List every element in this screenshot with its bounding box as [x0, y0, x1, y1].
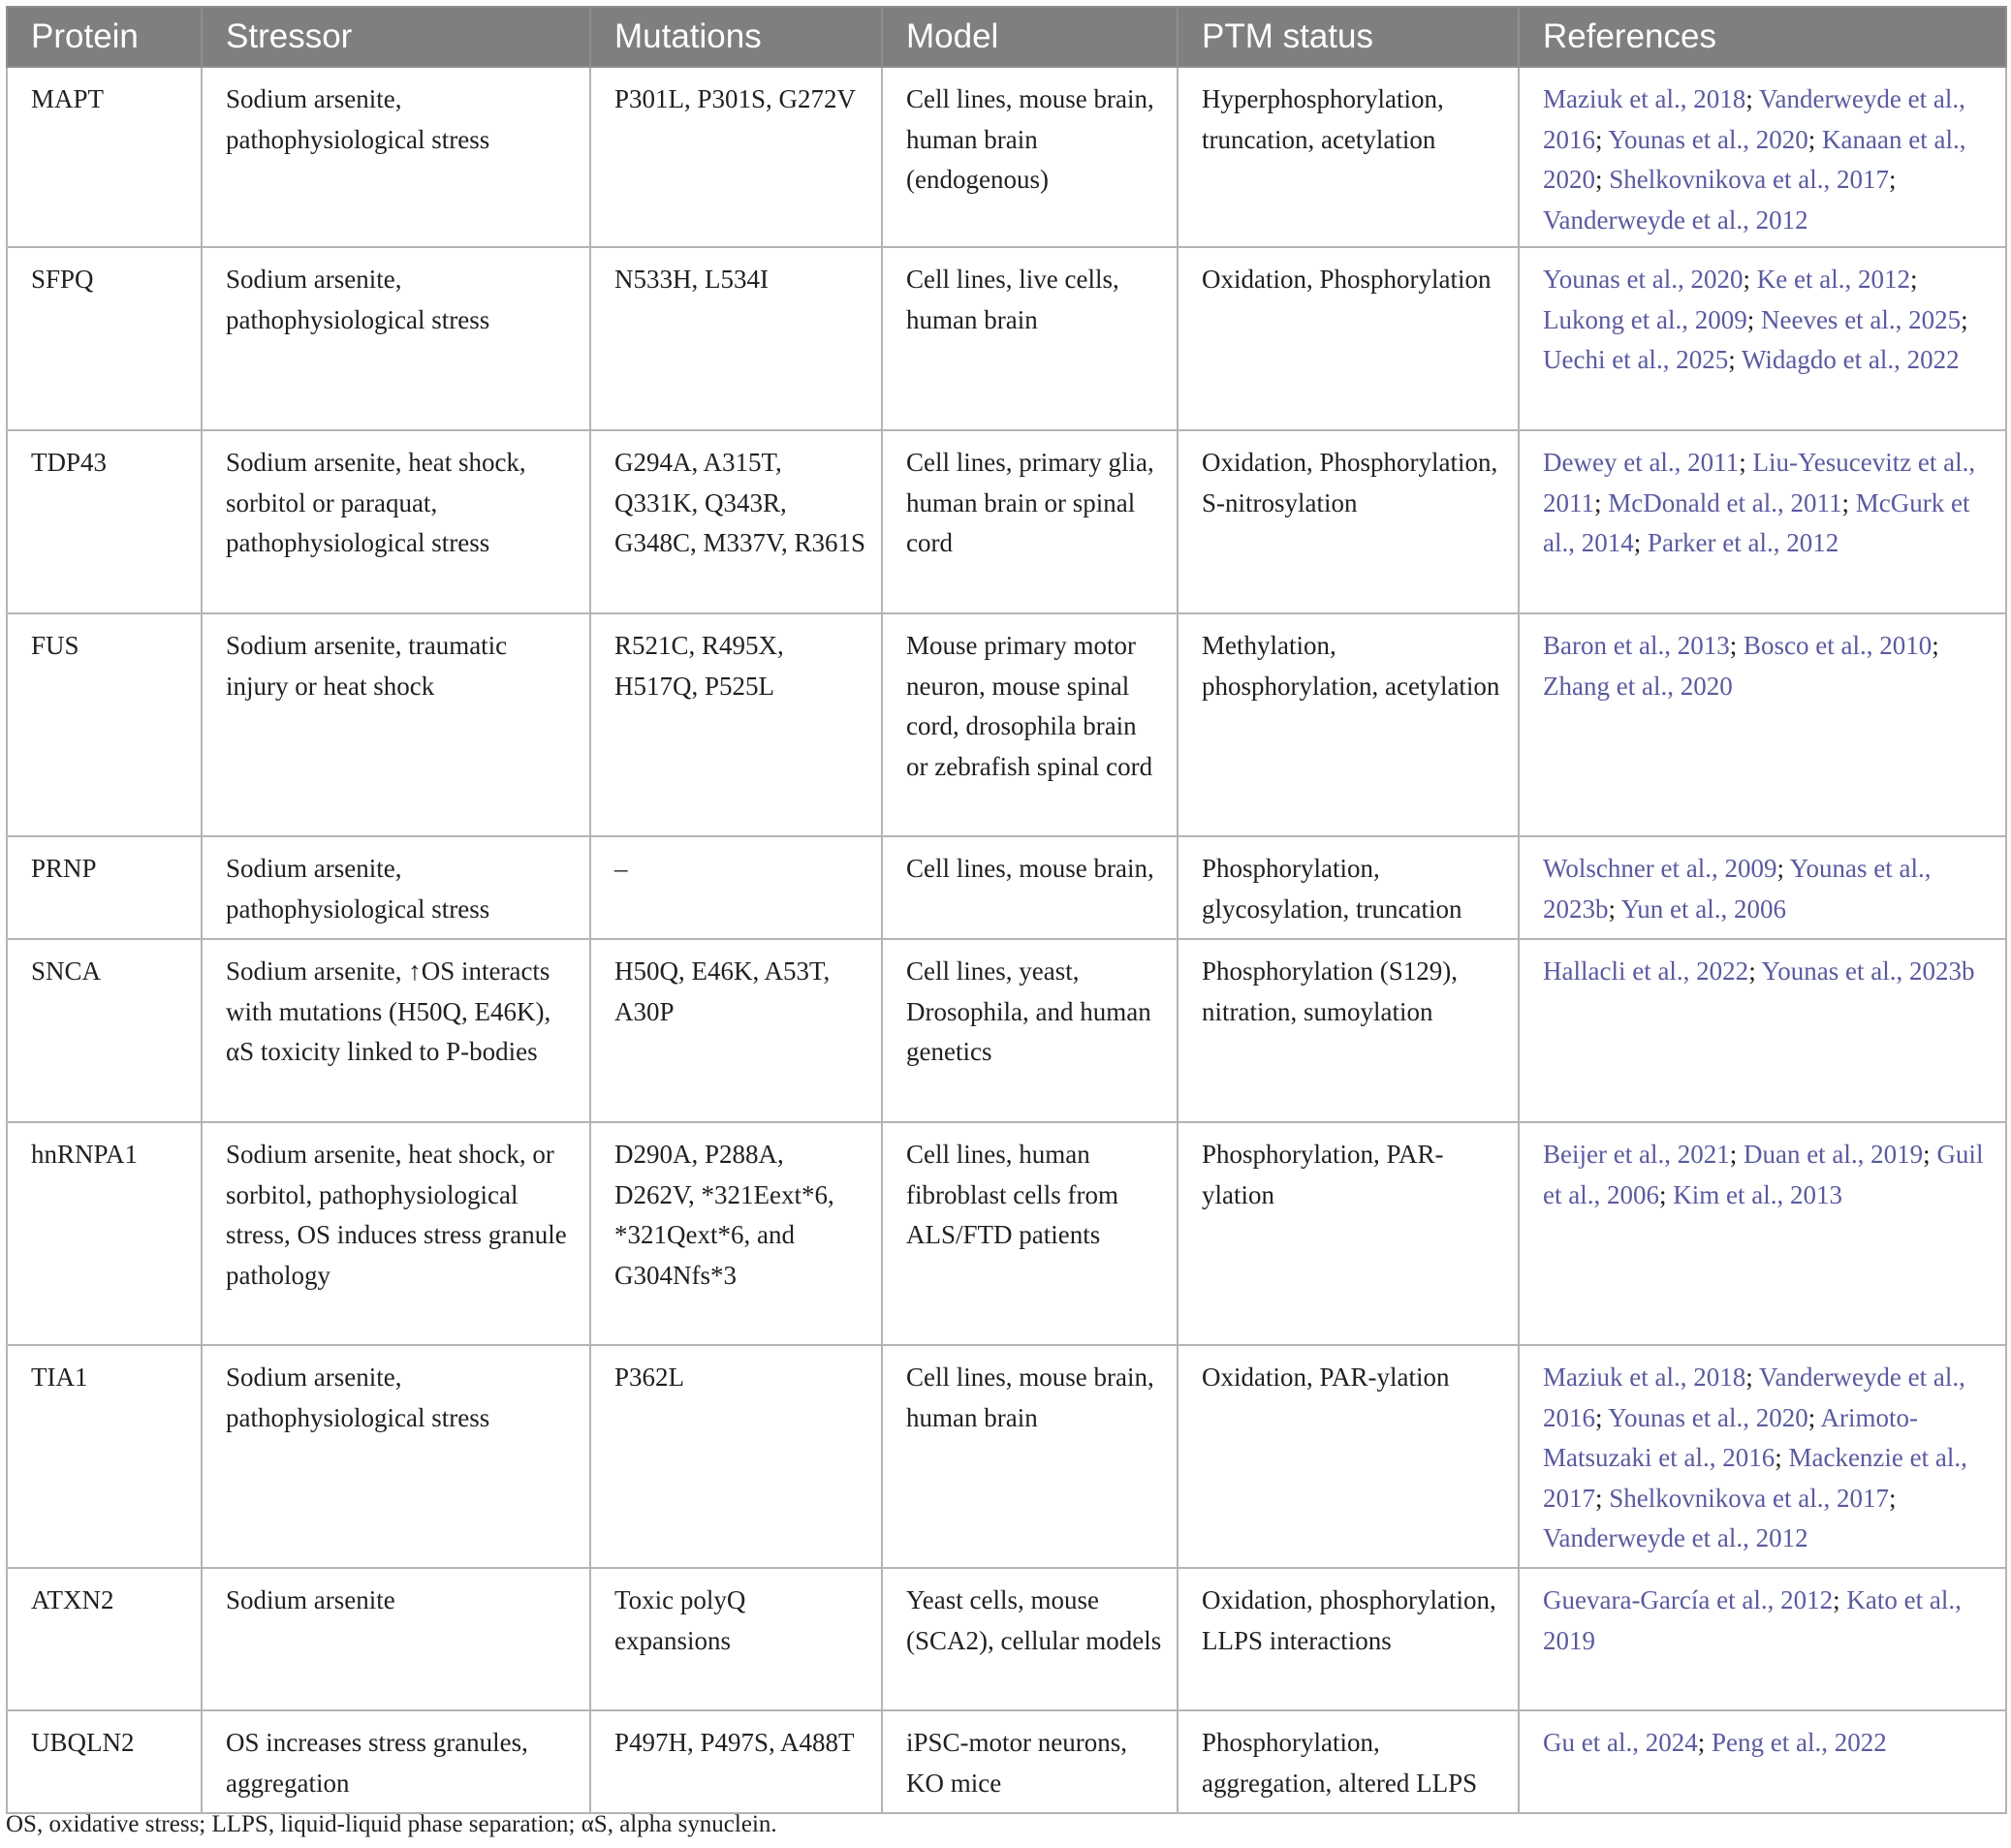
cell-stressor: Sodium arsenite, heat shock, or sorbitol, pathophysiological stress, OS induces stress granule pathology	[202, 1122, 590, 1345]
cell-stressor: Sodium arsenite, pathophysiological stress	[202, 836, 590, 939]
reference-link[interactable]: Vanderweyde et al., 2012	[1543, 1523, 1808, 1552]
cell-stressor: OS increases stress granules, aggregation	[202, 1710, 590, 1813]
reference-separator: ;	[1633, 528, 1649, 557]
cell-ptm-status: Methylation, phosphorylation, acetylation	[1178, 613, 1519, 836]
reference-link[interactable]: Younas et al., 2020	[1608, 124, 1808, 154]
cell-protein: FUS	[7, 613, 202, 836]
reference-link[interactable]: Younas et al., 2023b	[1543, 854, 1932, 924]
cell-model: Cell lines, mouse brain, human brain (endogenous)	[882, 67, 1178, 247]
header-references: References	[1519, 7, 2006, 67]
cell-mutations: R521C, R495X, H517Q, P525L	[590, 613, 882, 836]
reference-separator: ;	[1807, 124, 1823, 154]
cell-protein: UBQLN2	[7, 1710, 202, 1813]
reference-separator: ;	[1745, 84, 1759, 113]
reference-link[interactable]: Dewey et al., 2011	[1543, 448, 1740, 477]
reference-separator: ;	[1923, 1140, 1937, 1169]
table-row	[7, 1710, 2006, 1813]
cell-mutations: P362L	[590, 1345, 882, 1568]
cell-mutations: G294A, A315T, Q331K, Q343R, G348C, M337V, R361S	[590, 430, 882, 613]
reference-link[interactable]: Widagdo et al., 2022	[1741, 345, 1960, 374]
header-model: Model	[882, 7, 1178, 67]
reference-link[interactable]: Vanderweyde et al., 2016	[1543, 1363, 1965, 1432]
cell-ptm-status: Oxidation, PAR-ylation	[1178, 1345, 1519, 1568]
reference-link[interactable]: Younas et al., 2023b	[1761, 956, 1975, 986]
cell-references	[1519, 1710, 2006, 1813]
reference-link[interactable]: Baron et al., 2013	[1543, 631, 1730, 660]
reference-link[interactable]: Wolschner et al., 2009	[1543, 854, 1777, 883]
reference-separator: ;	[1748, 956, 1762, 986]
reference-separator: ;	[1594, 487, 1609, 517]
cell-references	[1519, 1568, 2006, 1710]
reference-link[interactable]: Hallacli et al., 2022	[1543, 956, 1749, 986]
reference-link[interactable]: Younas et al., 2020	[1608, 1402, 1808, 1432]
reference-link[interactable]: Guevara-García et al., 2012	[1543, 1585, 1834, 1614]
header-stressor: Stressor	[202, 7, 590, 67]
cell-stressor: Sodium arsenite	[202, 1568, 590, 1710]
cell-protein: SNCA	[7, 939, 202, 1122]
reference-separator: ;	[1595, 165, 1610, 194]
reference-separator: ;	[1833, 1585, 1847, 1614]
reference-separator: ;	[1888, 165, 1897, 194]
table-row	[7, 430, 2006, 613]
cell-model: iPSC-motor neurons, KO mice	[882, 1710, 1178, 1813]
table-row	[7, 836, 2006, 939]
reference-link[interactable]: Liu-Yesucevitz et al., 2011	[1543, 448, 1976, 517]
cell-ptm-status: Oxidation, Phosphorylation	[1178, 247, 1519, 430]
reference-link[interactable]: Vanderweyde et al., 2016	[1543, 84, 1965, 154]
cell-mutations: H50Q, E46K, A53T, A30P	[590, 939, 882, 1122]
reference-link[interactable]: Ke et al., 2012	[1756, 265, 1910, 294]
reference-link[interactable]: Parker et al., 2012	[1648, 528, 1839, 557]
cell-protein: ATXN2	[7, 1568, 202, 1710]
reference-separator: ;	[1728, 345, 1742, 374]
reference-link[interactable]: Lukong et al., 2009	[1543, 304, 1747, 334]
protein-stress-table	[6, 6, 2007, 1814]
cell-ptm-status: Phosphorylation, aggregation, altered LLPS	[1178, 1710, 1519, 1813]
cell-model: Yeast cells, mouse (SCA2), cellular models	[882, 1568, 1178, 1710]
cell-model: Cell lines, human fibroblast cells from ALS/FTD patients	[882, 1122, 1178, 1345]
reference-link[interactable]: Bosco et al., 2010	[1743, 631, 1932, 660]
cell-ptm-status: Hyperphosphorylation, truncation, acetylation	[1178, 67, 1519, 247]
reference-separator: ;	[1909, 265, 1918, 294]
reference-link[interactable]: Gu et al., 2024	[1543, 1728, 1698, 1757]
table-row	[7, 613, 2006, 836]
reference-link[interactable]: Kanaan et al., 2020	[1543, 124, 1966, 194]
reference-link[interactable]: Vanderweyde et al., 2012	[1543, 204, 1808, 235]
reference-separator: ;	[1776, 854, 1790, 883]
reference-link[interactable]: Yun et al., 2006	[1620, 893, 1786, 924]
reference-link[interactable]: Shelkovnikova et al., 2017	[1609, 1483, 1889, 1513]
table-row	[7, 939, 2006, 1122]
cell-mutations: Toxic polyQ expansions	[590, 1568, 882, 1710]
reference-separator: ;	[1961, 304, 1968, 334]
reference-link[interactable]: Kato et al., 2019	[1543, 1585, 1962, 1655]
reference-separator: ;	[1775, 1443, 1789, 1472]
reference-separator: ;	[1807, 1402, 1821, 1432]
table-header-row	[7, 7, 2006, 67]
cell-protein: MAPT	[7, 67, 202, 247]
cell-references	[1519, 430, 2006, 613]
cell-mutations: P301L, P301S, G272V	[590, 67, 882, 247]
cell-protein: hnRNPA1	[7, 1122, 202, 1345]
table-row	[7, 1568, 2006, 1710]
cell-stressor: Sodium arsenite, pathophysiological stress	[202, 67, 590, 247]
cell-mutations: P497H, P497S, A488T	[590, 1710, 882, 1813]
cell-ptm-status: Phosphorylation, PAR-ylation	[1178, 1122, 1519, 1345]
reference-link[interactable]: Maziuk et al., 2018	[1543, 84, 1746, 113]
header-mutations: Mutations	[590, 7, 882, 67]
cell-stressor: Sodium arsenite, pathophysiological stress	[202, 1345, 590, 1568]
reference-separator: ;	[1595, 1402, 1609, 1432]
cell-protein: SFPQ	[7, 247, 202, 430]
reference-separator: ;	[1746, 304, 1761, 334]
table-row	[7, 247, 2006, 430]
reference-link[interactable]: Duan et al., 2019	[1743, 1140, 1924, 1169]
reference-link[interactable]: Mackenzie et al., 2017	[1543, 1443, 1967, 1513]
cell-stressor: Sodium arsenite, ↑OS interacts with mutations (H50Q, E46K), αS toxicity linked to P-bodies	[202, 939, 590, 1122]
reference-link[interactable]: Kim et al., 2013	[1673, 1179, 1842, 1209]
cell-references	[1519, 247, 2006, 430]
cell-model: Cell lines, yeast, Drosophila, and human genetics	[882, 939, 1178, 1122]
cell-references	[1519, 939, 2006, 1122]
reference-separator: ;	[1729, 631, 1744, 660]
cell-model: Mouse primary motor neuron, mouse spinal cord, drosophila brain or zebrafish spinal cord	[882, 613, 1178, 836]
reference-separator: ;	[1745, 1363, 1759, 1392]
reference-link[interactable]: Shelkovnikova et al., 2017	[1609, 165, 1889, 194]
reference-separator: ;	[1841, 487, 1856, 517]
reference-link[interactable]: Maziuk et al., 2018	[1543, 1363, 1746, 1392]
reference-link[interactable]: McGurk et al., 2014	[1543, 487, 1970, 557]
cell-model: Cell lines, live cells, human brain	[882, 247, 1178, 430]
reference-separator: ;	[1739, 448, 1753, 477]
cell-ptm-status: Oxidation, phosphorylation, LLPS interactions	[1178, 1568, 1519, 1710]
table-footnote: OS, oxidative stress; LLPS, liquid-liquid phase separation; αS, alpha synuclein.	[6, 1811, 777, 1837]
reference-link[interactable]: McDonald et al., 2011	[1608, 487, 1842, 517]
cell-model: Cell lines, mouse brain, human brain	[882, 1345, 1178, 1568]
reference-link[interactable]: Peng et al., 2022	[1712, 1728, 1887, 1757]
reference-separator: ;	[1729, 1140, 1744, 1169]
cell-references	[1519, 67, 2006, 247]
cell-references	[1519, 613, 2006, 836]
reference-separator: ;	[1932, 631, 1939, 660]
cell-references	[1519, 1345, 2006, 1568]
reference-separator: ;	[1595, 1483, 1610, 1513]
cell-ptm-status: Oxidation, Phosphorylation, S-nitrosylation	[1178, 430, 1519, 613]
cell-references	[1519, 836, 2006, 939]
cell-protein: TIA1	[7, 1345, 202, 1568]
cell-stressor: Sodium arsenite, pathophysiological stress	[202, 247, 590, 430]
reference-link[interactable]: Uechi et al., 2025	[1543, 345, 1729, 374]
table-body	[7, 67, 2006, 1813]
reference-separator: ;	[1608, 893, 1621, 924]
reference-link[interactable]: Neeves et al., 2025	[1760, 304, 1962, 334]
cell-stressor: Sodium arsenite, heat shock, sorbitol or paraquat, pathophysiological stress	[202, 430, 590, 613]
table-container	[6, 6, 2005, 1814]
table-row	[7, 1122, 2006, 1345]
reference-link[interactable]: Younas et al., 2020	[1543, 265, 1744, 294]
cell-mutations: D290A, P288A, D262V, *321Eext*6, *321Qext*6, and G304Nfs*3	[590, 1122, 882, 1345]
cell-mutations: –	[590, 836, 882, 939]
cell-stressor: Sodium arsenite, traumatic injury or heat shock	[202, 613, 590, 836]
reference-link[interactable]: Beijer et al., 2021	[1543, 1140, 1730, 1169]
cell-references	[1519, 1122, 2006, 1345]
cell-protein: TDP43	[7, 430, 202, 613]
reference-separator: ;	[1595, 124, 1609, 154]
reference-link[interactable]: Guil et al., 2006	[1543, 1140, 1984, 1209]
reference-separator: ;	[1658, 1179, 1674, 1209]
reference-separator: ;	[1697, 1728, 1712, 1757]
reference-separator: ;	[1743, 265, 1757, 294]
reference-separator: ;	[1888, 1483, 1897, 1513]
reference-link[interactable]: Zhang et al., 2020	[1543, 671, 1733, 701]
cell-protein: PRNP	[7, 836, 202, 939]
cell-model: Cell lines, primary glia, human brain or spinal cord	[882, 430, 1178, 613]
table-row	[7, 67, 2006, 247]
cell-mutations: N533H, L534I	[590, 247, 882, 430]
cell-ptm-status: Phosphorylation (S129), nitration, sumoylation	[1178, 939, 1519, 1122]
cell-ptm-status: Phosphorylation, glycosylation, truncation	[1178, 836, 1519, 939]
reference-link[interactable]: Arimoto-Matsuzaki et al., 2016	[1543, 1402, 1919, 1472]
header-ptm-status: PTM status	[1178, 7, 1519, 67]
table-row	[7, 1345, 2006, 1568]
cell-model: Cell lines, mouse brain,	[882, 836, 1178, 939]
header-protein: Protein	[7, 7, 202, 67]
